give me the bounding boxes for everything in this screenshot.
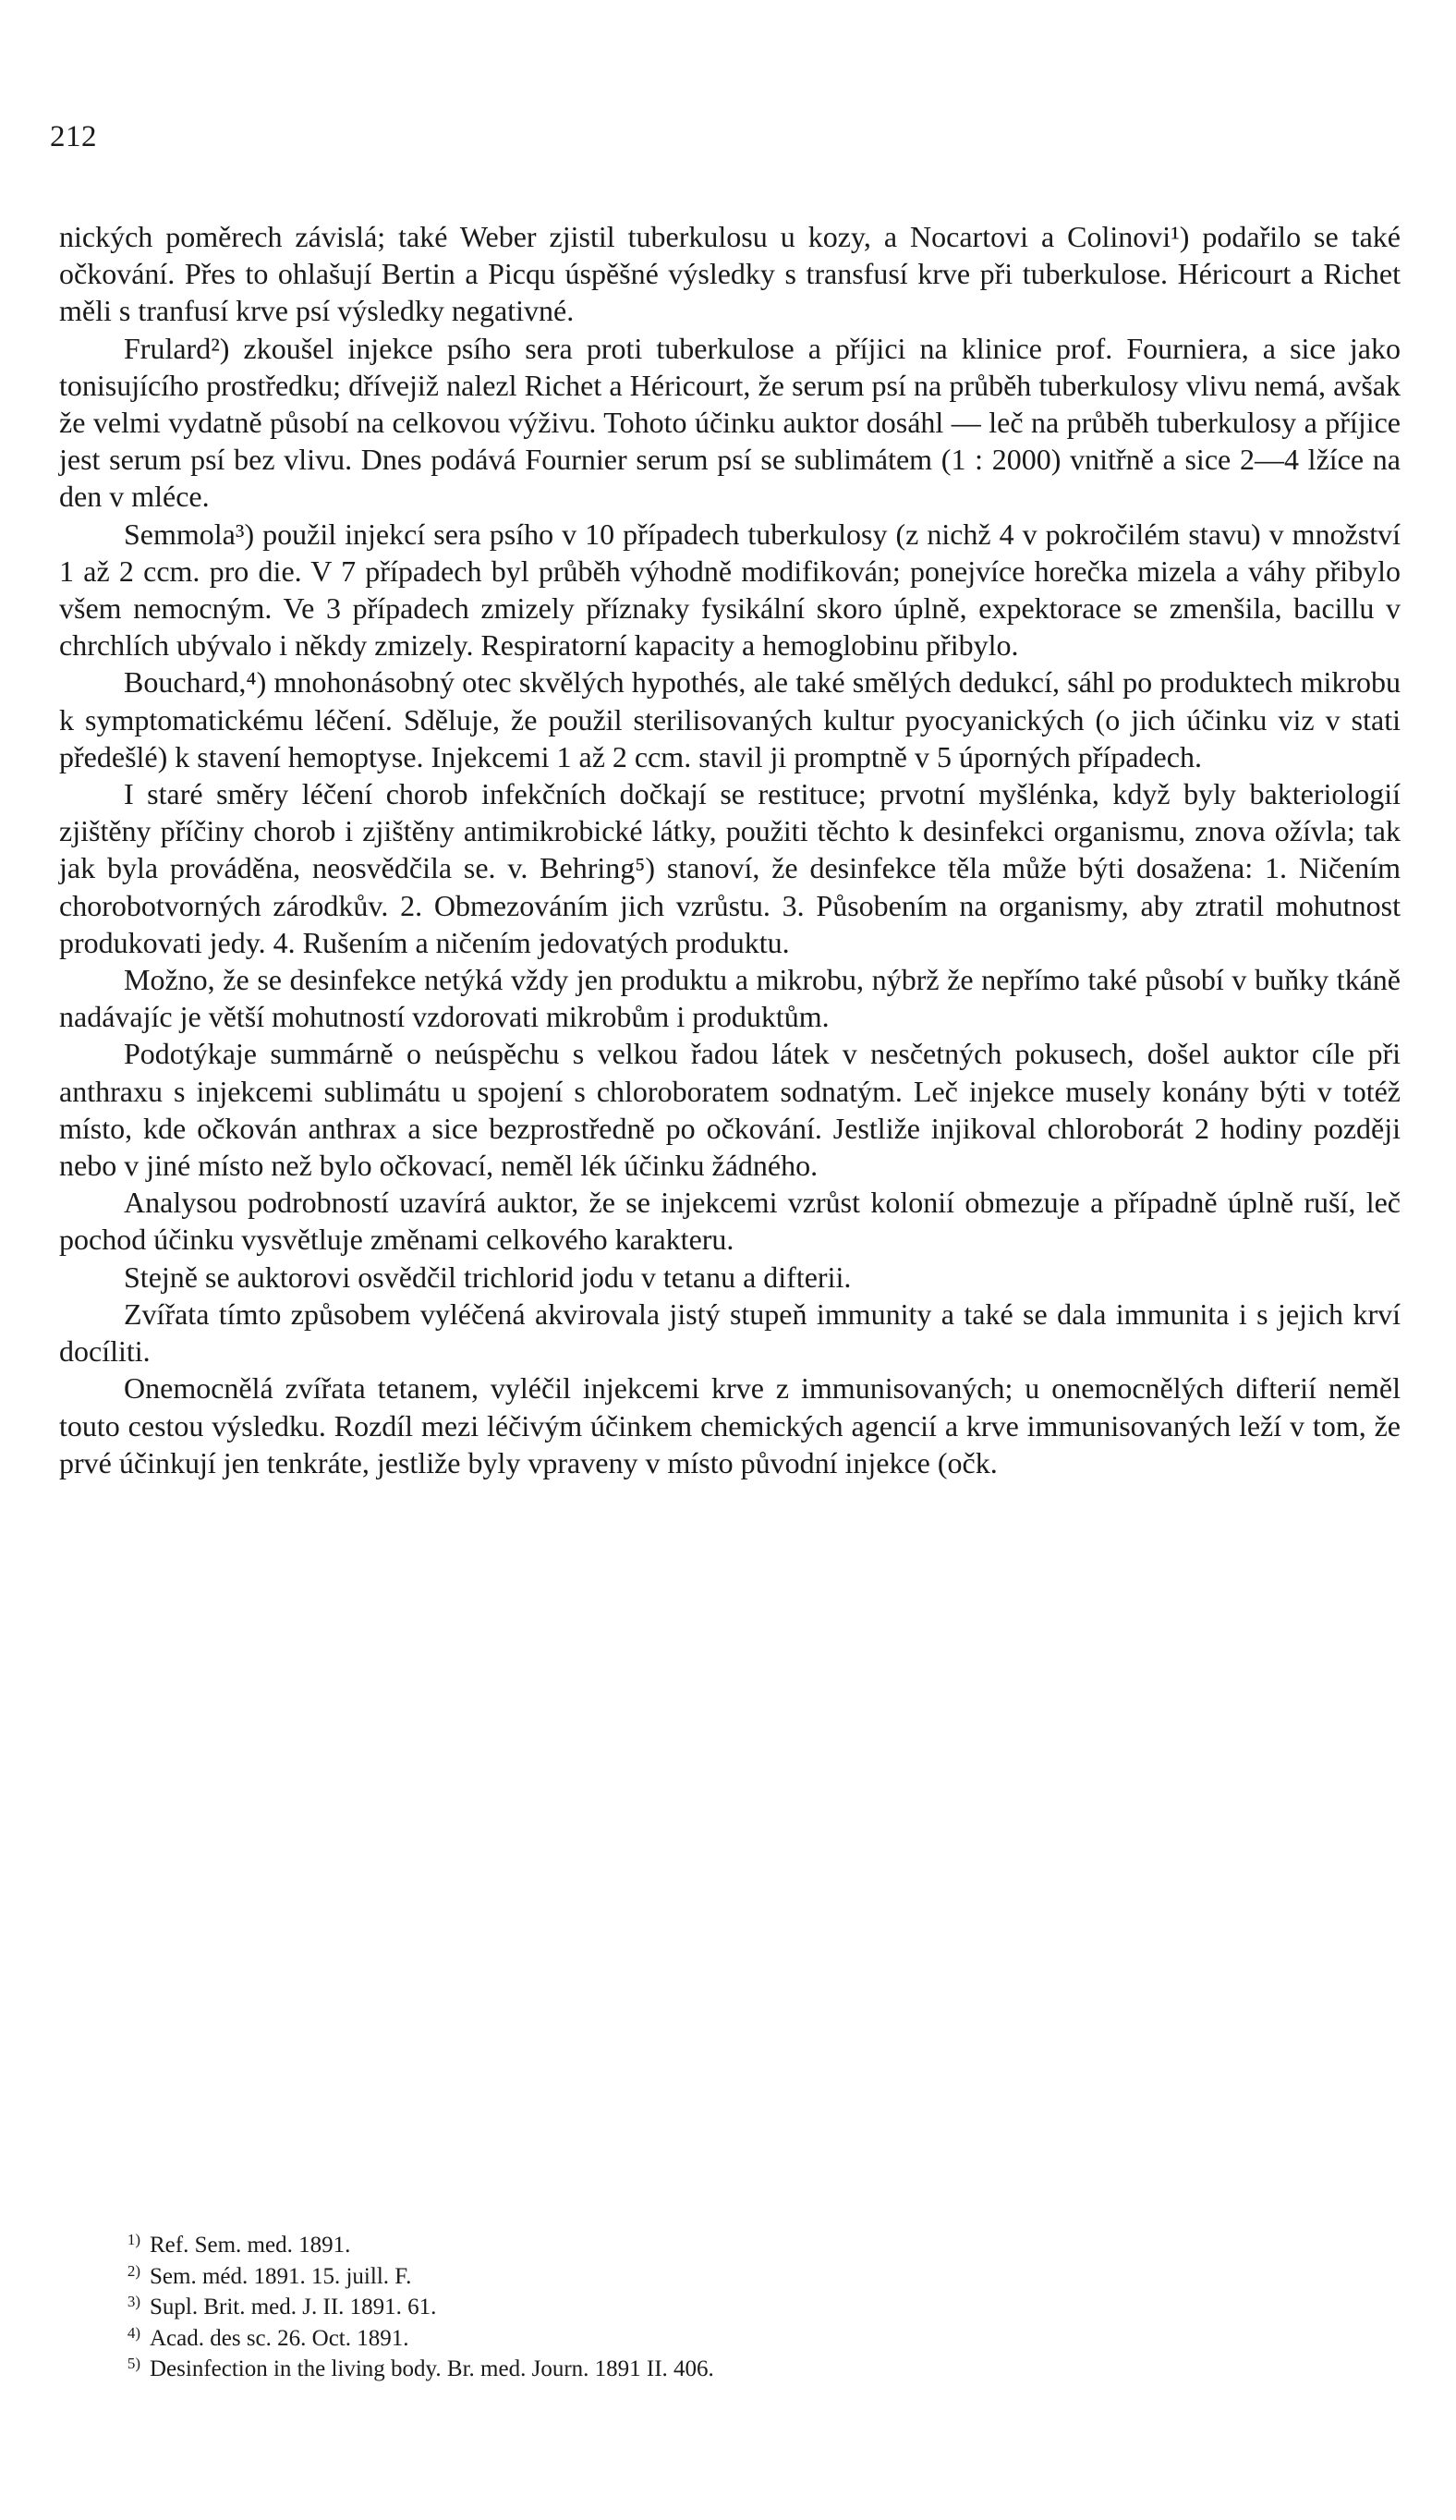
footnote-text: Acad. des sc. 26. Oct. 1891. (150, 2325, 409, 2351)
paragraph: I staré směry léčení chorob infekčních dočkají se restituce; prvotní myšlénka, když byly bakteriologií zjištěny příčiny chorob i zjištěny antimikrobické látky, použiti těchto k desinfekci organismu, znova ožívla; tak jak byla prováděna, neosvědčila se. v. Behring⁵) stanoví, že desinfekce těla může býti dosažena: 1. Ničením chorobotvorných zárodkův. 2. Obmezováním jich vzrůstu. 3. Působením na organismy, aby ztratil mohutnost produkovati jedy. 4. Rušením a ničením jedovatých produktu. (59, 777, 1401, 959)
footnote (120, 2258, 1321, 2290)
footnote (120, 2227, 1321, 2258)
paragraph: Onemocnělá zvířata tetanem, vyléčil injekcemi krve z immunisovaných; u onemocnělých difterií neměl touto cestou výsledku. Rozdíl mezi léčivým účinkem chemických agencií a krve immunisovaných leží v tom, že prvé účinkují jen tenkráte, jestliže byly vpraveny v místo původní injekce (očk. (59, 1371, 1401, 1479)
paragraph: nických poměrech závislá; také Weber zjistil tuberkulosu u kozy, a Nocartovi a Colinovi¹) podařilo se také očkování. Přes to ohlašují Bertin a Picqu úspěšné výsledky s transfusí krve při tuberkulose. Héricourt a Richet měli s tranfusí krve psí výsledky negativné. (59, 220, 1401, 328)
page-number: 212 (50, 120, 97, 153)
footnote (120, 2289, 1321, 2320)
footnote-mark: 4) (127, 2323, 140, 2342)
footnote-text: Sem. méd. 1891. 15. juill. F. (150, 2263, 412, 2289)
paragraph: Možno, že se desinfekce netýká vždy jen produktu a mikrobu, nýbrž že nepřímo také působí v buňky tkáně nadávajíc je větší mohutností vzdorovati mikrobům i produktům. (59, 963, 1401, 1034)
paragraph: Analysou podrobností uzavírá auktor, že se injekcemi vzrůst kolonií obmezuje a případně úplně ruší, leč pochod účinku vysvětluje změnami celkového karakteru. (59, 1186, 1401, 1257)
footnote (120, 2320, 1321, 2352)
body-text (59, 218, 1401, 1481)
footnote-text: Supl. Brit. med. J. II. 1891. 61. (150, 2295, 437, 2319)
paragraph: Zvířata tímto způsobem vyléčená akvirovala jistý stupeň immunity a také se dala immunita i s jejich krví docíliti. (59, 1297, 1401, 1369)
footnotes (120, 2227, 1321, 2382)
footnote-mark: 1) (127, 2231, 140, 2248)
footnote-text: Desinfection in the living body. Br. med. Journ. 1891 II. 406. (150, 2356, 714, 2381)
paragraph: Semmola³) použil injekcí sera psího v 10 případech tuberkulosy (z nichž 4 v pokročilém stavu) v množství 1 až 2 ccm. pro die. V 7 případech byl průběh výhodně modifikován; ponejvíce horečka mizela a váhy přibylo všem nemocným. Ve 3 případech zmizely příznaky fysikální skoro úplně, expektorace se zmenšila, bacillu v chrchlích ubývalo i někdy zmizely. Respiratorní kapacity a hemoglobinu přibylo. (59, 517, 1401, 663)
footnote-mark: 2) (127, 2261, 140, 2280)
paragraph: Stejně se auktorovi osvědčil trichlorid jodu v tetanu a difterii. (124, 1260, 852, 1294)
paragraph: Frulard²) zkoušel injekce psího sera proti tuberkulose a příjici na klinice prof. Fourniera, a sice jako tonisujícího prostředku; dřívejiž nalezl Richet a Héricourt, že serum psí na průběh tuberkulosy vlivu nemá, avšak že velmi vydatně působí na celkovou výživu. Tohoto účinku auktor dosáhl — leč na průběh tuberkulosy a příjice jest serum psí bez vlivu. Dnes podává Fournier serum psí se sublimátem (1 : 2000) vnitřně a sice 2—4 lžíce na den v mléce. (59, 331, 1401, 514)
footnote-mark: 5) (127, 2355, 140, 2372)
paragraph: Bouchard,⁴) mnohonásobný otec skvělých hypothés, ale také smělých dedukcí, sáhl po produktech mikrobu k symptomatickému léčení. Sděluje, že použil sterilisovaných kultur pyocyanických (o jich účinku viz v stati předešlé) k stavení hemoptyse. Injekcemi 1 až 2 ccm. stavil ji promptně v 5 úporných případech. (59, 665, 1401, 773)
paragraph: Podotýkaje summárně o neúspěchu s velkou řadou látek v nesčetných pokusech, došel auktor cíle při anthraxu s injekcemi sublimátu u spojení s chloroboratem sodnatým. Leč injekce musely konány býti v totéž místo, kde očkován anthrax a sice bezprostředně po očkování. Jestliže injikoval chloroborát 2 hodiny později nebo v jiné místo než bylo očkovací, neměl lék účinku žádného. (59, 1037, 1401, 1183)
footnote-mark: 3) (127, 2293, 140, 2310)
footnote (120, 2351, 1321, 2382)
footnote-text: Ref. Sem. med. 1891. (150, 2233, 351, 2258)
